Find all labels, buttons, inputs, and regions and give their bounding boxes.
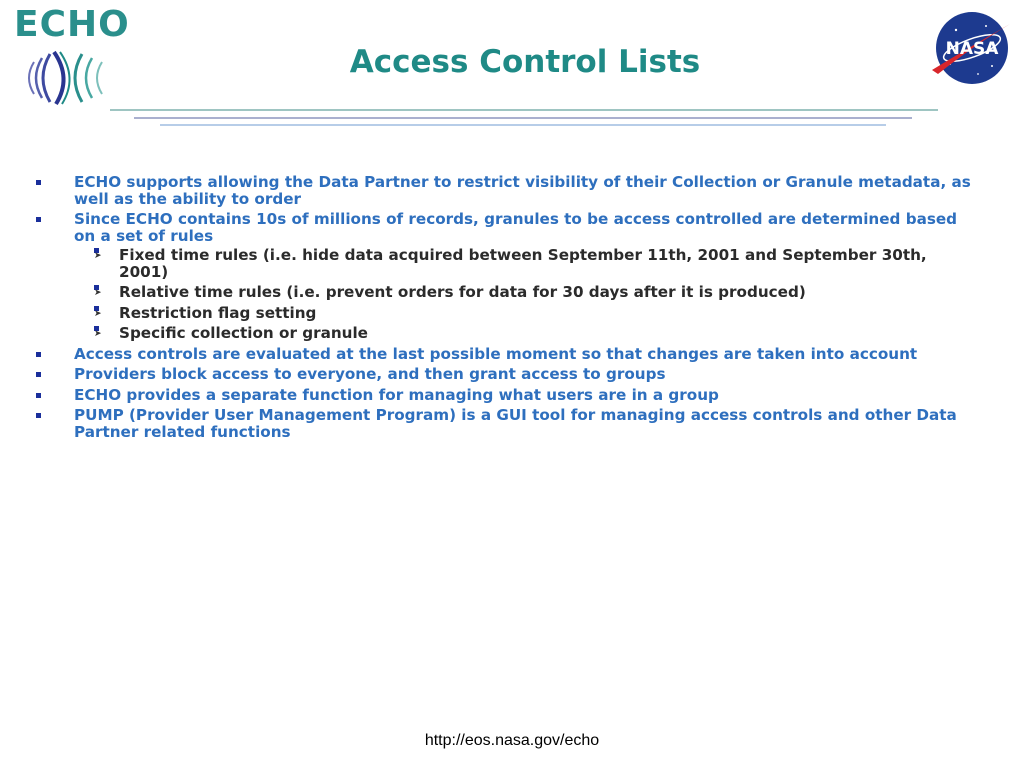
square-bullet-icon [36, 393, 41, 398]
arrow-bullet-icon: ➤ [94, 326, 99, 331]
square-bullet-icon [36, 217, 41, 222]
sub-bullet-item [82, 325, 976, 342]
title-divider-2 [134, 117, 912, 119]
sub-bullet-text: Specific collection or granule [119, 324, 368, 342]
bullet-item [36, 174, 976, 207]
bullet-item [36, 211, 976, 342]
nasa-wordmark: NASA [945, 39, 999, 59]
title-divider-3 [160, 124, 886, 126]
bullet-text: PUMP (Provider User Management Program) is a GUI tool for managing access controls and other Data Partner related functions [74, 406, 957, 441]
bullet-item [36, 387, 976, 404]
page-title: Access Control Lists [349, 44, 701, 80]
title-divider-1 [110, 109, 938, 111]
sub-bullet-text: Restriction flag setting [119, 303, 317, 322]
arrow-bullet-icon: ➤ [94, 306, 99, 311]
sub-bullet-item [82, 305, 976, 322]
bullet-item [36, 407, 976, 440]
echo-wave-icon [20, 48, 124, 108]
square-bullet-icon [36, 413, 41, 418]
square-bullet-icon [36, 372, 41, 377]
echo-wordmark: ECHO [14, 4, 130, 45]
sub-bullet-item [82, 247, 976, 280]
bullet-item [36, 346, 976, 363]
bullet-text: ECHO provides a separate function for managing what users are in a group [74, 385, 719, 404]
square-bullet-icon [36, 352, 41, 357]
nasa-meatball-icon [928, 8, 1012, 88]
footer-url-link[interactable]: http://eos.nasa.gov/echo [424, 732, 600, 749]
bullet-list [36, 174, 976, 444]
echo-logo [12, 4, 132, 108]
square-bullet-icon [36, 180, 41, 185]
sub-bullet-item [82, 284, 976, 301]
sub-bullet-text: Fixed time rules (i.e. hide data acquired between September 11th, 2001 and September 30th, 2001) [119, 246, 927, 281]
arrow-bullet-icon: ➤ [94, 248, 99, 253]
sub-bullet-text: Relative time rules (i.e. prevent orders for data for 30 days after it is produced) [119, 283, 806, 301]
bullet-text: ECHO supports allowing the Data Partner to restrict visibility of their Collection or Granule metadata, as well as the ability to order [74, 173, 971, 208]
bullet-item [36, 366, 976, 383]
bullet-text: Providers block access to everyone, and then grant access to groups [74, 365, 666, 383]
bullet-text: Since ECHO contains 10s of millions of records, granules to be access controlled are determined based on a set of rules [74, 210, 958, 245]
bullet-text: Access controls are evaluated at the last possible moment so that changes are taken into account [74, 344, 918, 363]
sub-bullet-list [74, 247, 976, 342]
arrow-bullet-icon: ➤ [94, 285, 99, 290]
